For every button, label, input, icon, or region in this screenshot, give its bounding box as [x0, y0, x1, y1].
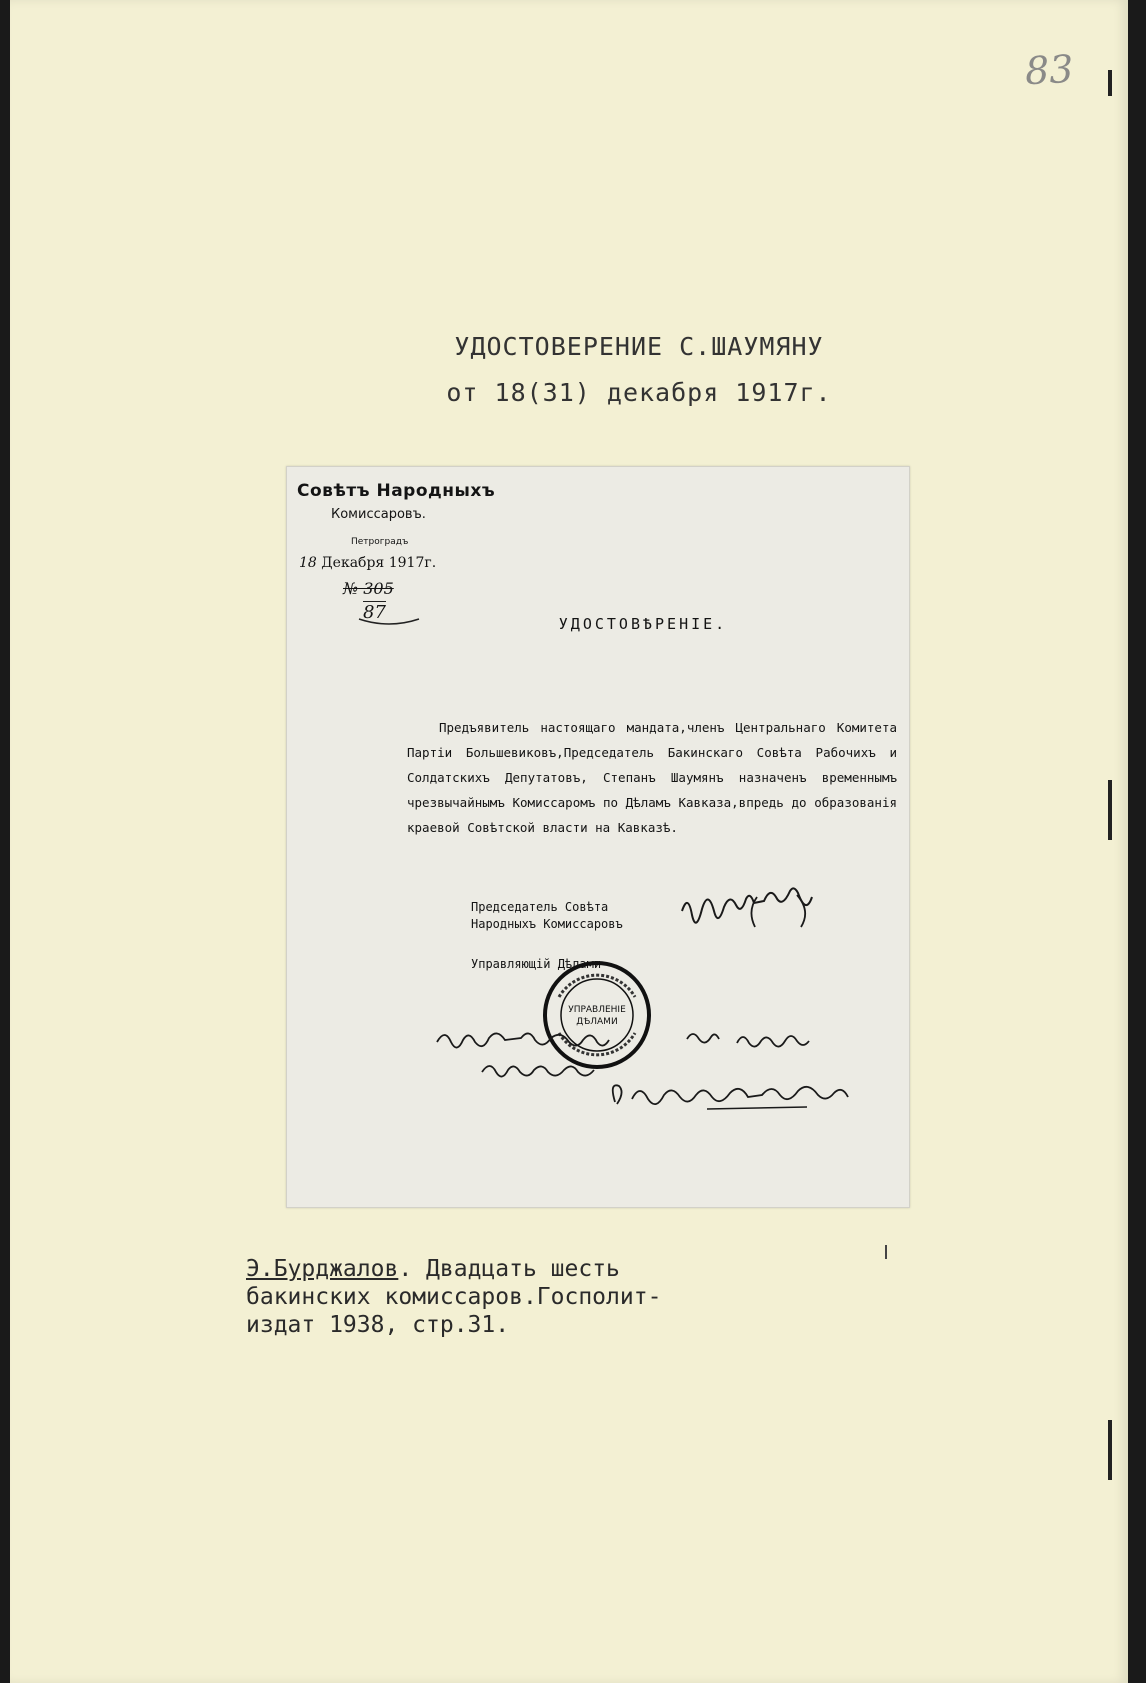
letterhead-date — [299, 555, 436, 571]
lenin-signature — [682, 888, 812, 922]
citation-author: Э.Бурджалов — [246, 1256, 399, 1282]
citation — [246, 1255, 661, 1339]
manager-title: Управляющій Дѣлами — [471, 957, 602, 971]
edge-mark — [1108, 780, 1112, 840]
edge-mark — [1108, 1420, 1112, 1480]
certificate-body: Предъявитель настоящаго мандата,членъ Центральнаго Комитета Партіи Большевиковъ,Председатель Бакинскаго Совѣта Рабочихъ и Солдатскихъ Депутатовъ, Степанъ Шаумянъ назначенъ временнымъ чрезвычайнымъ Комиссаромъ по Дѣламъ Кавказа,впредь до образованія краевой Совѣтской власти на Кавказѣ. — [407, 720, 897, 835]
stamp-center-1: УПРАВЛЕНІЕ — [568, 1005, 626, 1015]
chairman-title-line1: Председатель Совѣта — [471, 900, 609, 914]
stamp-center-2: ДѢЛАМИ — [576, 1017, 618, 1027]
letterhead-org: Совѣтъ Народныхъ — [297, 481, 496, 501]
citation-line-2: бакинских комиссаров.Госполит- — [246, 1284, 662, 1310]
edge-mark — [1108, 70, 1112, 96]
date-month: Декабря 1917 — [321, 555, 425, 571]
pencil-tick — [885, 1245, 887, 1259]
document-date: от 18(31) декабря 1917г. — [446, 378, 832, 407]
registration-number: № 305 — [343, 579, 394, 598]
date-day: 18 — [299, 555, 317, 571]
archive-sheet — [10, 0, 1128, 1683]
citation-line-3: издат 1938, стр.31. — [246, 1312, 510, 1338]
letterhead-city: Петроградъ — [351, 537, 409, 547]
facsimile-photo — [286, 466, 910, 1208]
letterhead-sub: Комиссаровъ. — [331, 507, 426, 522]
date-suffix: г. — [424, 555, 437, 571]
page-number: 83 — [1023, 46, 1075, 94]
registration-number-2: 87 — [363, 602, 386, 623]
document-title: УДОСТОВЕРЕНИЕ С.ШАУМЯНУ — [454, 332, 824, 361]
official-stamp — [545, 963, 649, 1067]
citation-title-start: . Двадцать шесть — [398, 1256, 620, 1282]
chairman-title — [471, 899, 623, 933]
certificate-heading: УДОСТОВѢРЕНІЕ. — [558, 615, 728, 633]
citation-line-1 — [246, 1255, 661, 1283]
chairman-title-line2: Народныхъ Комиссаровъ — [471, 917, 623, 931]
